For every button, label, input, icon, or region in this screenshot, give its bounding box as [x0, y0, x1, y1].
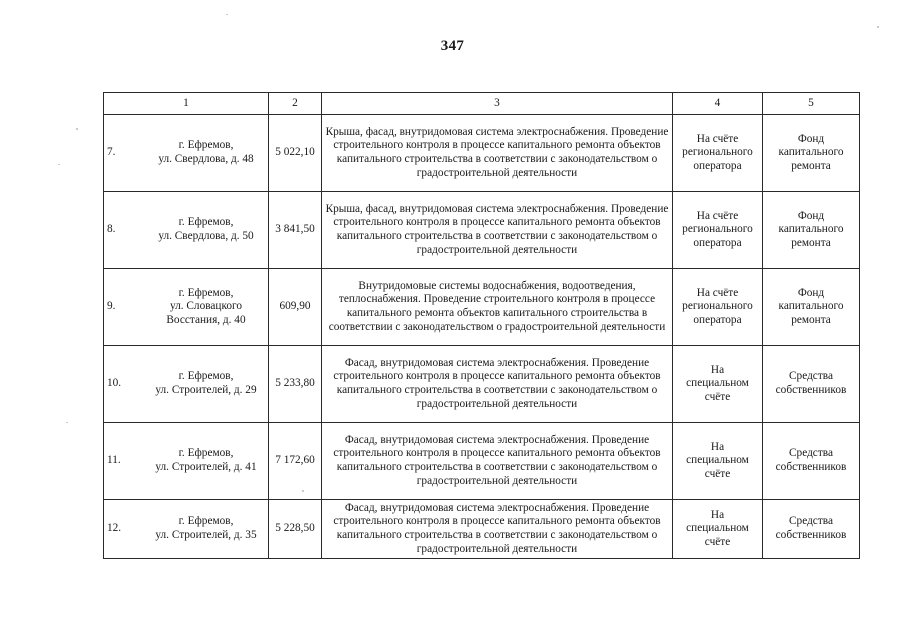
- account-type: На специальном счёте: [673, 500, 763, 559]
- column-header-1: 1: [104, 93, 269, 115]
- funding-source: Средства собственников: [763, 346, 860, 423]
- building-address: г. Ефремов, ул. Свердлова, д. 48: [158, 139, 254, 165]
- row-number: 9.: [107, 300, 116, 313]
- funding-source: Средства собственников: [763, 423, 860, 500]
- cost-amount: 7 172,60: [269, 423, 322, 500]
- works-description: Фасад, внутридомовая система электроснабжения. Проведение строительного контроля в процессе капитального ремонта объектов капитального строительства в соответствии с законодательством о градостроительной деятельности: [322, 346, 673, 423]
- cost-amount: 5 022,10: [269, 115, 322, 192]
- page-number: 347: [440, 38, 465, 54]
- address-cell: [104, 115, 269, 192]
- building-address: г. Ефремов, ул. Свердлова, д. 50: [158, 216, 254, 242]
- funding-source: Фонд капитального ремонта: [763, 192, 860, 269]
- cost-amount: 5 233,80: [269, 346, 322, 423]
- scan-speck: [66, 422, 68, 423]
- works-description: Фасад, внутридомовая система электроснабжения. Проведение строительного контроля в процессе капитального ремонта объектов капитального строительства в соответствии с законодательством о градостроительной деятельности: [322, 423, 673, 500]
- row-number: 11.: [107, 454, 121, 467]
- scan-speck: [58, 164, 60, 165]
- account-type: На счёте регионального оператора: [673, 115, 763, 192]
- column-header-2: 2: [269, 93, 322, 115]
- row-number: 12.: [107, 522, 122, 535]
- table-row: [104, 500, 860, 559]
- row-number: 8.: [107, 223, 116, 236]
- works-description: Фасад, внутридомовая система электроснабжения. Проведение строительного контроля в процессе капитального ремонта объектов капитального строительства в соответствии с законодательством о градостроительной деятельности: [322, 500, 673, 559]
- row-number: 7.: [107, 146, 116, 159]
- address-cell: [104, 500, 269, 559]
- address-cell: [104, 192, 269, 269]
- repair-program-table: [103, 92, 860, 559]
- account-type: На специальном счёте: [673, 346, 763, 423]
- table-row: [104, 115, 860, 192]
- account-type: На счёте регионального оператора: [673, 192, 763, 269]
- address-cell: [104, 346, 269, 423]
- address-cell: [104, 423, 269, 500]
- building-address: г. Ефремов, ул. Строителей, д. 29: [155, 370, 257, 396]
- column-header-4: 4: [673, 93, 763, 115]
- scan-speck: [76, 128, 78, 130]
- table-row: [104, 192, 860, 269]
- building-address: г. Ефремов, ул. Словацкого Восстания, д. 40: [166, 286, 246, 326]
- address-cell: [104, 269, 269, 346]
- works-description: Крыша, фасад, внутридомовая система электроснабжения. Проведение строительного контроля в процессе капитального ремонта объектов капитального строительства в соответствии с законодательством о градостроительной деятельности: [322, 115, 673, 192]
- funding-source: Средства собственников: [763, 500, 860, 559]
- building-address: г. Ефремов, ул. Строителей, д. 35: [155, 515, 257, 541]
- column-header-3: 3: [322, 93, 673, 115]
- table-header-row: [104, 93, 860, 115]
- cost-amount: 3 841,50: [269, 192, 322, 269]
- building-address: г. Ефремов, ул. Строителей, д. 41: [155, 447, 257, 473]
- cost-amount: 609,90: [269, 269, 322, 346]
- account-type: На специальном счёте: [673, 423, 763, 500]
- cost-amount: 5 228,50: [269, 500, 322, 559]
- scan-speck: [877, 26, 879, 28]
- works-description: Внутридомовые системы водоснабжения, водоотведения, теплоснабжения. Проведение строительного контроля в процессе капитального ремонта объектов капитального строительства в соответствии с законодательством о градостроительной деятельности: [322, 269, 673, 346]
- table-row: [104, 269, 860, 346]
- row-number: 10.: [107, 377, 122, 390]
- funding-source: Фонд капитального ремонта: [763, 115, 860, 192]
- column-header-5: 5: [763, 93, 860, 115]
- scan-speck: [226, 14, 228, 15]
- funding-source: Фонд капитального ремонта: [763, 269, 860, 346]
- works-description: Крыша, фасад, внутридомовая система электроснабжения. Проведение строительного контроля в процессе капитального ремонта объектов капитального строительства в соответствии с законодательством о градостроительной деятельности: [322, 192, 673, 269]
- table-row: [104, 423, 860, 500]
- scan-speck: [302, 490, 304, 492]
- account-type: На счёте регионального оператора: [673, 269, 763, 346]
- table-row: [104, 346, 860, 423]
